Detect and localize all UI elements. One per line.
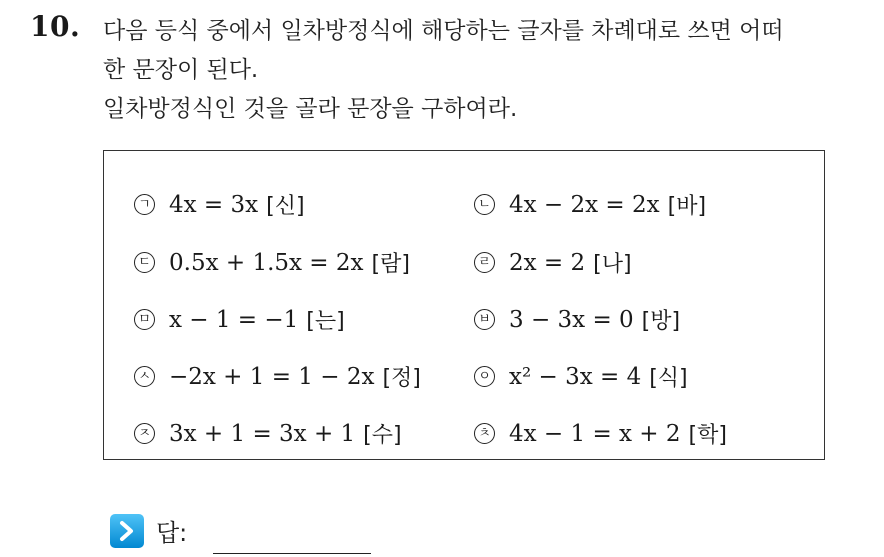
option-item	[474, 189, 706, 220]
option-tag: [정]	[382, 366, 421, 391]
option-marker: ㅁ	[134, 309, 155, 330]
option-tag: [나]	[593, 252, 632, 277]
question-text	[103, 12, 873, 129]
option-equation: 4x = 3x	[169, 191, 259, 218]
option-marker: ㄱ	[134, 194, 155, 215]
option-tag: [방]	[641, 309, 681, 334]
option-item	[134, 418, 402, 449]
option-marker: ㄹ	[474, 252, 495, 273]
option-tag: [수]	[363, 423, 402, 448]
option-tag: [바]	[667, 194, 707, 219]
option-equation: −2x + 1 = 1 − 2x	[169, 363, 375, 390]
option-tag: [는]	[306, 309, 345, 334]
option-marker: ㅅ	[134, 366, 155, 387]
chevron-right-icon	[110, 514, 144, 548]
answer-row	[110, 513, 187, 548]
option-marker: ㄷ	[134, 252, 155, 273]
option-equation: 4x − 2x = 2x	[509, 191, 660, 218]
option-item	[134, 361, 421, 392]
question-line-2: 한 문장이 된다.	[103, 57, 259, 83]
option-equation: 3x + 1 = 3x + 1	[169, 420, 356, 447]
question-number: 10.	[30, 10, 81, 43]
option-tag: [식]	[649, 366, 688, 391]
options-box	[103, 150, 825, 460]
option-item	[134, 247, 410, 278]
answer-label: 답:	[156, 519, 188, 547]
question-line-3: 일차방정식인 것을 골라 문장을 구하여라.	[103, 96, 518, 122]
option-equation: x − 1 = −1	[169, 306, 299, 333]
option-tag: [학]	[688, 423, 727, 448]
option-item	[134, 189, 305, 220]
option-item	[474, 247, 632, 278]
option-equation: 3 − 3x = 0	[509, 306, 634, 333]
answer-blank[interactable]	[213, 553, 371, 554]
option-marker: ㅂ	[474, 309, 495, 330]
option-item	[474, 418, 727, 449]
option-tag: [람]	[371, 252, 410, 277]
option-marker: ㅊ	[474, 423, 495, 444]
option-marker: ㅈ	[134, 423, 155, 444]
option-marker: ㄴ	[474, 194, 495, 215]
option-equation: 2x = 2	[509, 249, 586, 276]
option-marker: ㅇ	[474, 366, 495, 387]
question-line-1: 다음 등식 중에서 일차방정식에 해당하는 글자를 차례대로 쓰면 어떠	[103, 18, 784, 44]
option-equation: 4x − 1 = x + 2	[509, 420, 681, 447]
option-equation: x² − 3x = 4	[509, 363, 642, 390]
option-item	[474, 361, 688, 392]
option-item	[474, 304, 680, 335]
option-tag: [신]	[266, 194, 305, 219]
option-equation: 0.5x + 1.5x = 2x	[169, 249, 364, 276]
option-item	[134, 304, 345, 335]
